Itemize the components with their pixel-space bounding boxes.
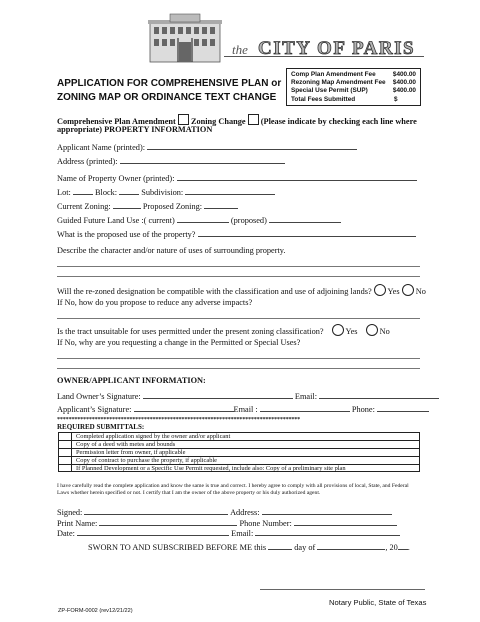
- submittal-text: If Planned Development or a Specific Use Permit requested, include also: Copy of a preliminary site plan: [72, 464, 420, 472]
- q2-no-radio[interactable]: [366, 324, 378, 336]
- sig-address-label: Address:: [230, 508, 260, 517]
- sworn-text: SWORN TO AND SUBSCRIBED BEFORE ME this: [88, 543, 267, 552]
- sworn-day-of: day of: [294, 543, 316, 552]
- q1-label: Will the re-zoned designation be compatible with the classification and use of adjoining lands?: [57, 287, 372, 296]
- current-land-use-field[interactable]: [177, 214, 229, 223]
- q2-label: Is the tract unsuitable for uses permitted under the present zoning classification?: [57, 327, 324, 336]
- submittal-row: [58, 448, 420, 456]
- submittal-checkbox[interactable]: [58, 432, 72, 440]
- applicant-name-row: [57, 141, 357, 152]
- print-name-field[interactable]: [99, 517, 237, 526]
- address-field[interactable]: [120, 155, 285, 164]
- zoning-change-checkbox[interactable]: [248, 114, 259, 125]
- submittals-heading: REQUIRED SUBMITTALS:: [57, 423, 145, 431]
- notary-signature-line[interactable]: [260, 589, 425, 590]
- subdivision-field[interactable]: [185, 186, 275, 195]
- city-hall-building-icon: [148, 12, 222, 64]
- q2-yes-radio[interactable]: [332, 324, 344, 336]
- owner-row: [57, 172, 417, 183]
- future-land-use-row: [57, 214, 341, 225]
- asterisk-divider: ************************************************************************************: [57, 416, 301, 423]
- describe-label: Describe the character and/or nature of uses of surrounding property.: [57, 246, 286, 255]
- submittal-text: Copy of a deed with metes and bounds: [72, 440, 420, 448]
- city-logo: [148, 12, 428, 64]
- lot-row: [57, 186, 275, 197]
- fee-row: [291, 96, 416, 104]
- q2-yes-label: Yes: [345, 327, 358, 336]
- owner-label: Name of Property Owner (printed):: [57, 174, 175, 183]
- q2-no-label: No: [379, 327, 390, 336]
- guided-future-label: Guided Future Land Use :( current): [57, 216, 175, 225]
- submittal-checkbox[interactable]: [58, 456, 72, 464]
- applicant-sig-label: Applicant’s Signature:: [57, 405, 132, 414]
- proposed-use-label: What is the proposed use of the property?: [57, 230, 196, 239]
- proposed-land-use-field[interactable]: [269, 214, 341, 223]
- sworn-year-prefix: , 20: [385, 543, 398, 552]
- zoning-change-label: Zoning Change: [190, 117, 246, 126]
- current-zoning-label: Current Zoning:: [57, 202, 111, 211]
- zoning-row: [57, 200, 238, 211]
- signed-field[interactable]: [84, 506, 228, 515]
- land-owner-sig-field[interactable]: [143, 390, 293, 399]
- applicant-email-field[interactable]: [260, 403, 350, 412]
- owner-field[interactable]: [177, 172, 417, 181]
- date-row: [57, 527, 400, 538]
- submittal-text: Permission letter from owner, if applicable: [72, 448, 420, 456]
- sworn-month-field[interactable]: [317, 541, 385, 550]
- print-name-label: Print Name:: [57, 519, 98, 528]
- submittal-row: [58, 432, 420, 440]
- current-zoning-field[interactable]: [113, 200, 141, 209]
- sworn-year-field[interactable]: [398, 541, 408, 550]
- subdivision-label: Subdivision:: [141, 188, 184, 197]
- q1-yes-label: Yes: [387, 287, 400, 296]
- check-note: (Please indicate by checking each line where: [260, 117, 417, 126]
- address-label: Address (printed):: [57, 157, 118, 166]
- applicant-email-label: Email :: [233, 405, 258, 414]
- applicant-sig-row: [57, 403, 429, 414]
- date-field[interactable]: [77, 527, 229, 536]
- address-row: [57, 155, 285, 166]
- signed-row: [57, 506, 392, 517]
- fee-label: Special Use Permit (SUP): [291, 87, 368, 95]
- sig-email-label: Email:: [231, 529, 254, 538]
- submittal-row: [58, 440, 420, 448]
- proposed-zoning-field[interactable]: [204, 200, 238, 209]
- fee-row: [291, 79, 416, 87]
- proposed-use-row: [57, 228, 416, 239]
- submittal-checkbox[interactable]: [58, 440, 72, 448]
- proposed-zoning-label: Proposed Zoning:: [142, 202, 203, 211]
- submittals-table: [58, 432, 420, 472]
- fee-amount: $400.00: [392, 79, 416, 87]
- submittal-checkbox[interactable]: [58, 448, 72, 456]
- q1-row: [57, 284, 426, 296]
- comp-plan-checkbox[interactable]: [178, 114, 189, 125]
- date-label: Date:: [57, 529, 75, 538]
- q2-answer-line[interactable]: [57, 368, 420, 369]
- fee-amount: $: [394, 95, 398, 103]
- logo-city-of-paris: CITY OF PARIS: [258, 38, 416, 59]
- applicant-sig-field[interactable]: [134, 403, 234, 412]
- q2-followup: If No, why are you requesting a change in the Permitted or Special Uses?: [57, 338, 301, 347]
- sig-address-field[interactable]: [262, 506, 392, 515]
- title-line-1: APPLICATION FOR COMPREHENSIVE PLAN or: [57, 78, 282, 89]
- block-label: Block:: [94, 188, 118, 197]
- sig-phone-field[interactable]: [294, 517, 397, 526]
- sworn-row: [88, 541, 410, 552]
- q1-followup: If No, how do you propose to reduce any adverse impacts?: [57, 298, 253, 307]
- land-owner-sig-label: Land Owner’s Signature:: [57, 392, 141, 401]
- check-note-cont: appropriate) PROPERTY INFORMATION: [57, 125, 213, 134]
- sig-email-field[interactable]: [255, 527, 400, 536]
- q1-yes-radio[interactable]: [374, 284, 386, 296]
- applicant-name-field[interactable]: [147, 141, 357, 150]
- land-owner-email-label: Email:: [294, 392, 317, 401]
- describe-line[interactable]: [57, 266, 420, 267]
- fees-box: [286, 68, 421, 106]
- land-owner-email-field[interactable]: [319, 390, 439, 399]
- title-line-2: ZONING MAP OR ORDINANCE TEXT CHANGE: [57, 92, 277, 103]
- fee-label: Total Fees Submitted: [291, 95, 356, 103]
- submittal-text: Completed application signed by the owner and/or applicant: [72, 432, 420, 440]
- sig-phone-label: Phone Number:: [239, 519, 292, 528]
- certification-text: I have carefully read the complete application and know the same is true and correct. I hereby agree to comply with all provisions of local, State, and Federal Laws whether herein specified or not. I certify that I am the owner of the above property or his duly authorized agent.: [57, 483, 409, 496]
- comp-plan-label: Comprehensive Plan Amendment: [57, 117, 176, 126]
- signed-label: Signed:: [57, 508, 83, 517]
- submittal-row: [58, 456, 420, 464]
- submittal-row: [58, 464, 420, 472]
- submittal-text: Copy of contract to purchase the property, if applicable: [72, 456, 420, 464]
- describe-line[interactable]: [57, 276, 420, 277]
- form-title: [57, 77, 281, 105]
- submittal-checkbox[interactable]: [58, 464, 72, 472]
- lot-label: Lot:: [57, 188, 71, 197]
- lot-field[interactable]: [73, 186, 93, 195]
- sworn-period: .: [407, 543, 410, 552]
- logo-the: the: [232, 42, 248, 57]
- form-id: ZP-FORM-0002 (rev12/21/22): [58, 608, 133, 614]
- applicant-name-label: Applicant Name (printed):: [57, 143, 146, 152]
- q1-no-radio[interactable]: [402, 284, 414, 296]
- fee-label: Rezoning Map Amendment Fee: [291, 79, 386, 87]
- q1-no-label: No: [415, 287, 426, 296]
- block-field[interactable]: [119, 186, 139, 195]
- fee-amount: $400.00: [392, 71, 416, 78]
- applicant-phone-field[interactable]: [377, 403, 429, 412]
- land-owner-row: [57, 390, 439, 401]
- q2-row: [57, 324, 390, 336]
- fee-row: [291, 87, 416, 95]
- proposed-use-field[interactable]: [198, 228, 416, 237]
- fee-row: [291, 71, 416, 79]
- fee-amount: $400.00: [392, 87, 416, 95]
- applicant-phone-label: Phone:: [351, 405, 375, 414]
- owner-section-heading: OWNER/APPLICANT INFORMATION:: [57, 376, 206, 385]
- sworn-day-field[interactable]: [268, 541, 292, 550]
- q2-answer-line[interactable]: [57, 358, 420, 359]
- fee-label: Comp Plan Amendment Fee: [291, 71, 376, 78]
- proposed-land-use-label: (proposed): [230, 216, 267, 225]
- q1-answer-line[interactable]: [57, 318, 420, 319]
- notary-label: Notary Public, State of Texas: [329, 598, 427, 607]
